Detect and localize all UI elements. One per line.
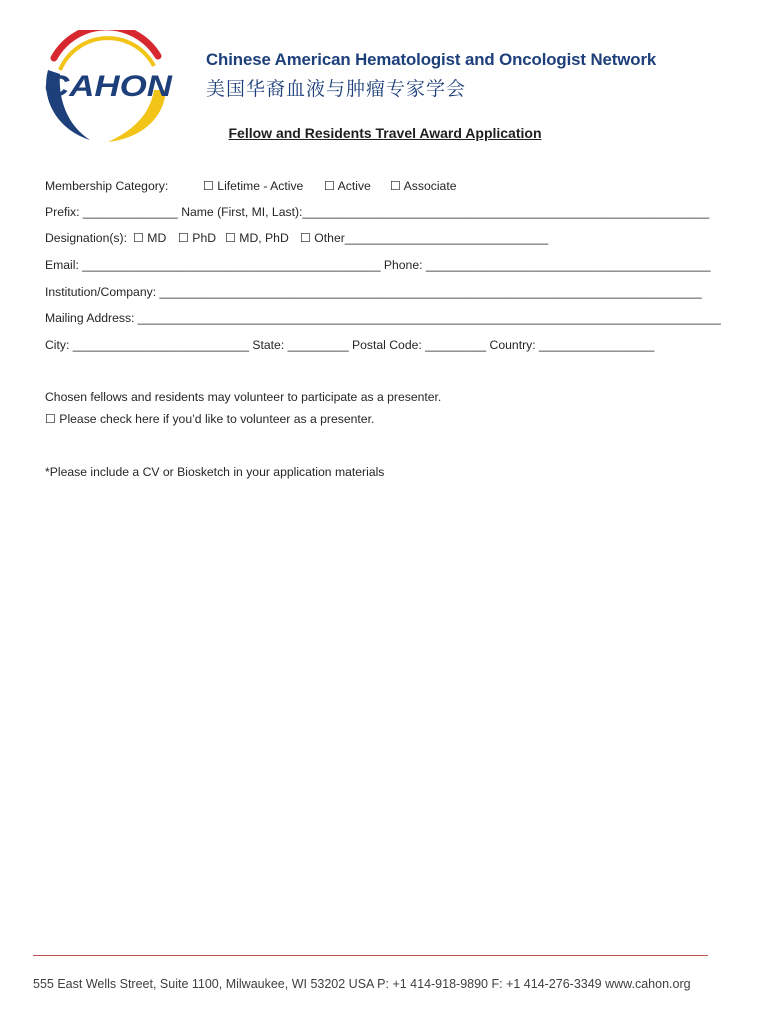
designation-label: Designation(s): — [45, 231, 127, 245]
logo-text: CAHON — [44, 70, 174, 103]
form-title: Fellow and Residents Travel Award Application — [228, 125, 542, 141]
cv-note: *Please include a CV or Biosketch in your application materials — [45, 465, 385, 479]
footer-contact: 555 East Wells Street, Suite 1100, Milwaukee, WI 53202 USA P: +1 414-918-9890 F: +1 414-276-3349 www.cahon.org — [33, 977, 691, 991]
checkbox-lifetime-active[interactable]: ☐ Lifetime - Active — [203, 179, 304, 193]
checkbox-associate[interactable]: ☐ Associate — [390, 179, 457, 193]
prefix-name-field[interactable]: Prefix: ______________ Name (First, MI, Last):____________________________________________________________ — [45, 205, 710, 219]
org-name-chinese: 美国华裔血液与肿瘤专家学会 — [206, 79, 467, 100]
checkbox-other[interactable]: ☐ Other______________________________ — [300, 231, 549, 245]
checkbox-md-phd[interactable]: ☐ MD, PhD — [225, 231, 289, 245]
city-state-postal-country-field[interactable]: City: __________________________ State: _________ Postal Code: _________ Country: _________________ — [45, 338, 655, 352]
institution-field[interactable]: Institution/Company: ________________________________________________________________________________ — [45, 285, 702, 299]
org-name-english: Chinese American Hematologist and Oncologist Network — [206, 50, 657, 69]
footer-divider — [33, 955, 708, 956]
membership-label: Membership Category: — [45, 179, 169, 193]
checkbox-md[interactable]: ☐ MD — [133, 231, 167, 245]
email-phone-field[interactable]: Email: ____________________________________________ Phone: __________________________________________ — [45, 258, 711, 272]
checkbox-active[interactable]: ☐ Active — [324, 179, 371, 193]
volunteer-checkbox[interactable]: ☐ Please check here if you’d like to volunteer as a presenter. — [45, 412, 375, 426]
membership-row — [45, 179, 168, 193]
volunteer-note: Chosen fellows and residents may volunteer to participate as a presenter. — [45, 390, 442, 404]
mailing-address-field[interactable]: Mailing Address: ______________________________________________________________________________________ — [45, 311, 721, 325]
checkbox-phd[interactable]: ☐ PhD — [178, 231, 217, 245]
